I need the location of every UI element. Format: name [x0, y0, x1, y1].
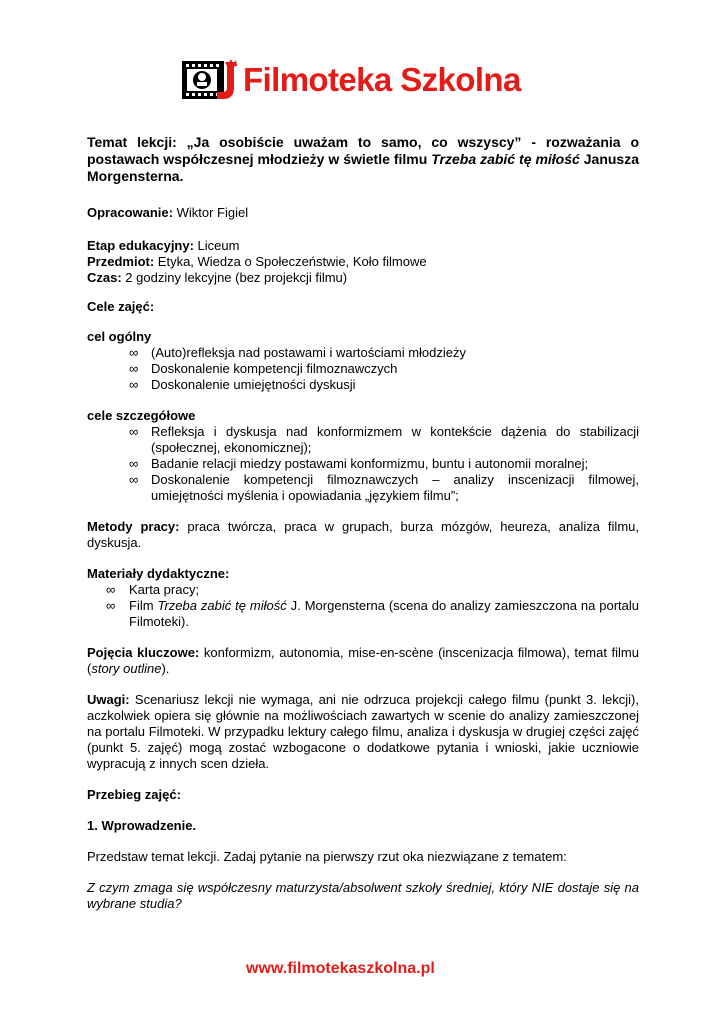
methods-line: Metody pracy: praca twórcza, praca w grupach, burza mózgów, heureza, analiza filmu, dyskusja.: [87, 519, 639, 550]
general-goal-heading: cel ogólny: [87, 329, 152, 344]
footer-link[interactable]: www.filmotekaszkolna.pl: [246, 960, 435, 977]
materials-list: [87, 582, 639, 630]
list-item: ∞ Refleksja i dyskusja nad konformizmem w kontekście dążenia do stabilizacji (społecznej, ekonomicznej);: [129, 424, 639, 455]
intro-text: Przedstaw temat lekcji. Zadaj pytanie na pierwszy rzut oka niezwiązane z tematem:: [87, 849, 567, 864]
lesson-title: [87, 134, 639, 185]
film-strip-icon: [181, 58, 243, 102]
title-film: Trzeba zabić tę miłość: [431, 151, 580, 167]
list-item: ∞ Badanie relacji miedzy postawami konformizmu, buntu i autonomii moralnej;: [129, 456, 589, 471]
subject-line: Przedmiot: Etyka, Wiedza o Społeczeństwie, Koło filmowe: [87, 254, 427, 269]
stage-line: Etap edukacyjny: Liceum: [87, 238, 240, 253]
materials-heading: Materiały dydaktyczne:: [87, 566, 230, 581]
goals-heading: Cele zajęć:: [87, 299, 155, 314]
general-goal-list: [87, 345, 639, 393]
specific-goal-heading: cele szczegółowe: [87, 408, 196, 423]
infinity-bullet-icon: ∞: [106, 598, 116, 613]
infinity-bullet-icon: ∞: [129, 472, 139, 487]
infinity-bullet-icon: ∞: [129, 377, 139, 392]
logo-text: Filmoteka Szkolna: [243, 61, 521, 98]
logo: [181, 58, 551, 102]
intro-question: Z czym zmaga się współczesny maturzysta/absolwent szkoły średniej, który NIE dostaje się na wybrane studia?: [87, 880, 639, 911]
list-item: ∞ (Auto)refleksja nad postawami i wartościami młodzieży: [129, 345, 467, 360]
list-item: ∞ Doskonalenie umiejętności dyskusji: [129, 377, 356, 392]
intro-heading: 1. Wprowadzenie.: [87, 818, 197, 833]
course-heading: Przebieg zajęć:: [87, 787, 181, 802]
infinity-bullet-icon: ∞: [106, 582, 116, 597]
list-item: ∞ Film Trzeba zabić tę miłość J. Morgensterna (scena do analizy zamieszczona na portalu Filmoteki).: [106, 598, 639, 629]
time-line: Czas: 2 godziny lekcyjne (bez projekcji filmu): [87, 270, 348, 285]
infinity-bullet-icon: ∞: [129, 424, 139, 439]
author-line: Opracowanie: Wiktor Figiel: [87, 205, 249, 220]
title-text: Temat lekcji: „Ja osobiście uważam to samo, co wszyscy” - rozważania o postawach współczesnej młodzieży w świetle filmu: [87, 134, 639, 167]
title-author: Janusza Morgensterna.: [87, 151, 639, 184]
list-item: ∞ Karta pracy;: [106, 582, 200, 597]
infinity-bullet-icon: ∞: [129, 456, 139, 471]
notes-paragraph: Uwagi: Scenariusz lekcji nie wymaga, ani nie odrzuca projekcji całego filmu (punkt 3. lekcji), aczkolwiek opiera się głównie na możliwościach zawartych w scenie do analizy zamieszczonej na portalu Filmoteki. W przypadku lektury całego filmu, analiza i dyskusja w drugiej części zajęć (punkt 5. zajęć) mogą zostać wzbogacone o dodatkowe pytania i wnioski, jakie uczniowie wypracują z innych scen dzieła.: [87, 692, 639, 771]
list-item: ∞ Doskonalenie kompetencji filmoznawczych: [129, 361, 398, 376]
document-body: [87, 134, 639, 912]
infinity-bullet-icon: ∞: [129, 345, 139, 360]
specific-goal-list: [87, 424, 639, 504]
list-item: ∞ Doskonalenie kompetencji filmoznawczych – analizy inscenizacji filmowej, umiejętności myślenia i opowiadania „językiem filmu”;: [129, 472, 639, 503]
infinity-bullet-icon: ∞: [129, 361, 139, 376]
concepts-line: Pojęcia kluczowe: konformizm, autonomia, mise-en-scène (inscenizacja filmowa), temat filmu (story outline).: [87, 645, 639, 676]
